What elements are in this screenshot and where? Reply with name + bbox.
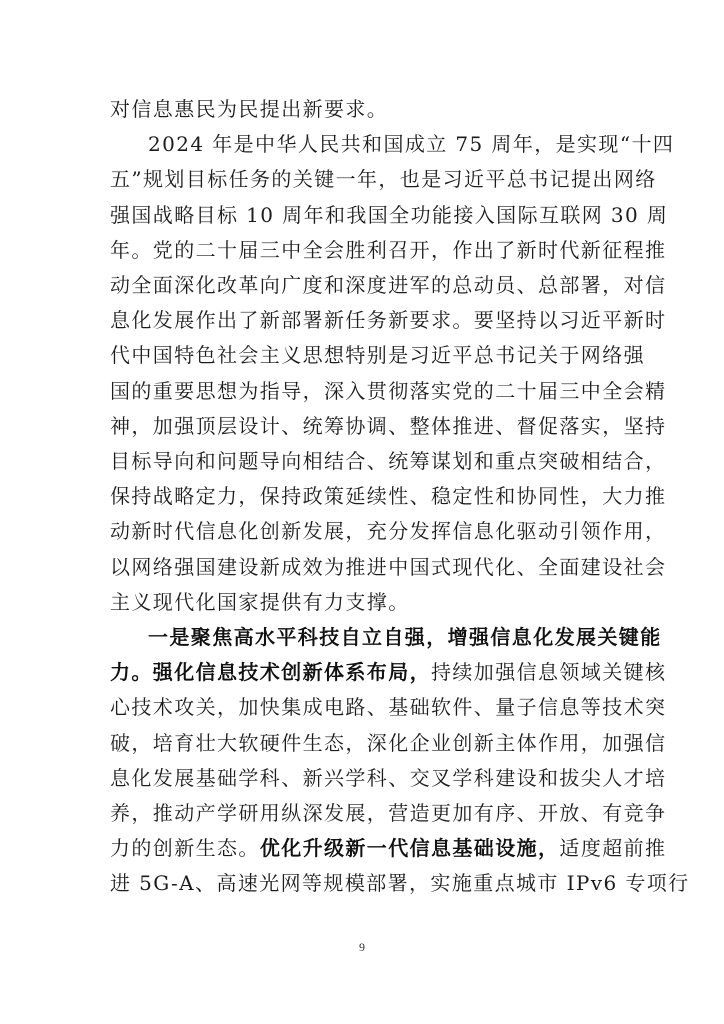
document-line <box>110 237 666 263</box>
text-segment: 破，培育壮大软硬件生态，深化企业创新主体作用，加强信 <box>110 730 667 755</box>
text-segment: 以网络强国建设新成效为推进中国式现代化、全面建设社会 <box>110 554 667 579</box>
document-line <box>148 131 674 157</box>
document-line <box>110 483 666 509</box>
document-line <box>110 870 690 896</box>
text-segment: 动新时代信息化创新发展，充分发挥信息化驱动引领作用， <box>110 519 667 544</box>
document-line <box>110 342 645 368</box>
document-line <box>110 800 666 826</box>
document-line <box>110 659 666 685</box>
text-segment: 适度超前推 <box>559 836 667 861</box>
document-line <box>110 378 666 404</box>
document-line <box>110 589 410 615</box>
text-segment: 年。党的二十届三中全会胜利召开，作出了新时代新征程推 <box>110 237 667 262</box>
document-line <box>110 765 666 791</box>
text-segment: 动全面深化改革向广度和深度进军的总动员、总部署，对信 <box>110 273 667 297</box>
document-line <box>110 307 666 333</box>
text-segment: 代中国特色社会主义思想特别是习近平总书记关于网络强 <box>110 343 645 368</box>
document-line <box>110 272 666 298</box>
document-line <box>148 624 662 650</box>
text-segment: 力的创新生态。 <box>110 836 260 861</box>
document-line <box>110 96 388 122</box>
text-segment: 主义现代化国家提供有力支撑。 <box>110 589 410 614</box>
document-line <box>110 166 657 192</box>
text-segment: 息化发展作出了新部署新任务新要求。要坚持以习近平新时 <box>110 308 667 333</box>
document-line <box>110 694 666 720</box>
text-segment: 神，加强顶层设计、统筹协调、整体推进、督促落实，坚持 <box>110 413 667 438</box>
document-line <box>110 413 666 439</box>
text-segment: 强国战略目标 10 周年和我国全功能接入国际互联网 30 周 <box>110 202 669 227</box>
document-line <box>110 518 666 544</box>
text-segment: 保持战略定力，保持政策延续性、稳定性和协同性，大力推 <box>110 484 667 509</box>
text-segment: 息化发展基础学科、新兴学科、交叉学科建设和拔尖人才培 <box>110 765 667 790</box>
text-segment: 持续加强信息领域关键核 <box>431 660 667 685</box>
text-segment: 养，推动产学研用纵深发展，营造更加有序、开放、有竞争 <box>110 801 667 825</box>
page-number: 9 <box>359 940 365 954</box>
text-segment: 进 5G-A、高速光网等规模部署，实施重点城市 IPv6 专项行 <box>110 871 690 896</box>
bold-text-segment: 力。强化信息技术创新体系布局， <box>110 660 431 685</box>
document-line <box>110 202 668 228</box>
text-segment: 2024 年是中华人民共和国成立 75 周年，是实现“十四 <box>148 132 675 157</box>
bold-text-segment: 一是聚焦高水平科技自立自强，增强信息化发展关键能 <box>148 625 662 649</box>
bold-text-segment: 优化升级新一代信息基础设施， <box>259 836 560 861</box>
text-segment: 国的重要思想为指导，深入贯彻落实党的二十届三中全会精 <box>110 378 667 403</box>
text-segment: 五”规划目标任务的关键一年，也是习近平总书记提出网络 <box>110 167 657 192</box>
text-segment: 对信息惠民为民提出新要求。 <box>110 97 389 121</box>
text-segment: 心技术攻关，加快集成电路、基础软件、量子信息等技术突 <box>110 695 667 720</box>
text-segment: 目标导向和问题导向相结合、统筹谋划和重点突破相结合， <box>110 449 667 473</box>
document-line <box>110 835 666 861</box>
document-line <box>110 554 666 580</box>
document-line <box>110 448 666 474</box>
document-line <box>110 730 666 756</box>
